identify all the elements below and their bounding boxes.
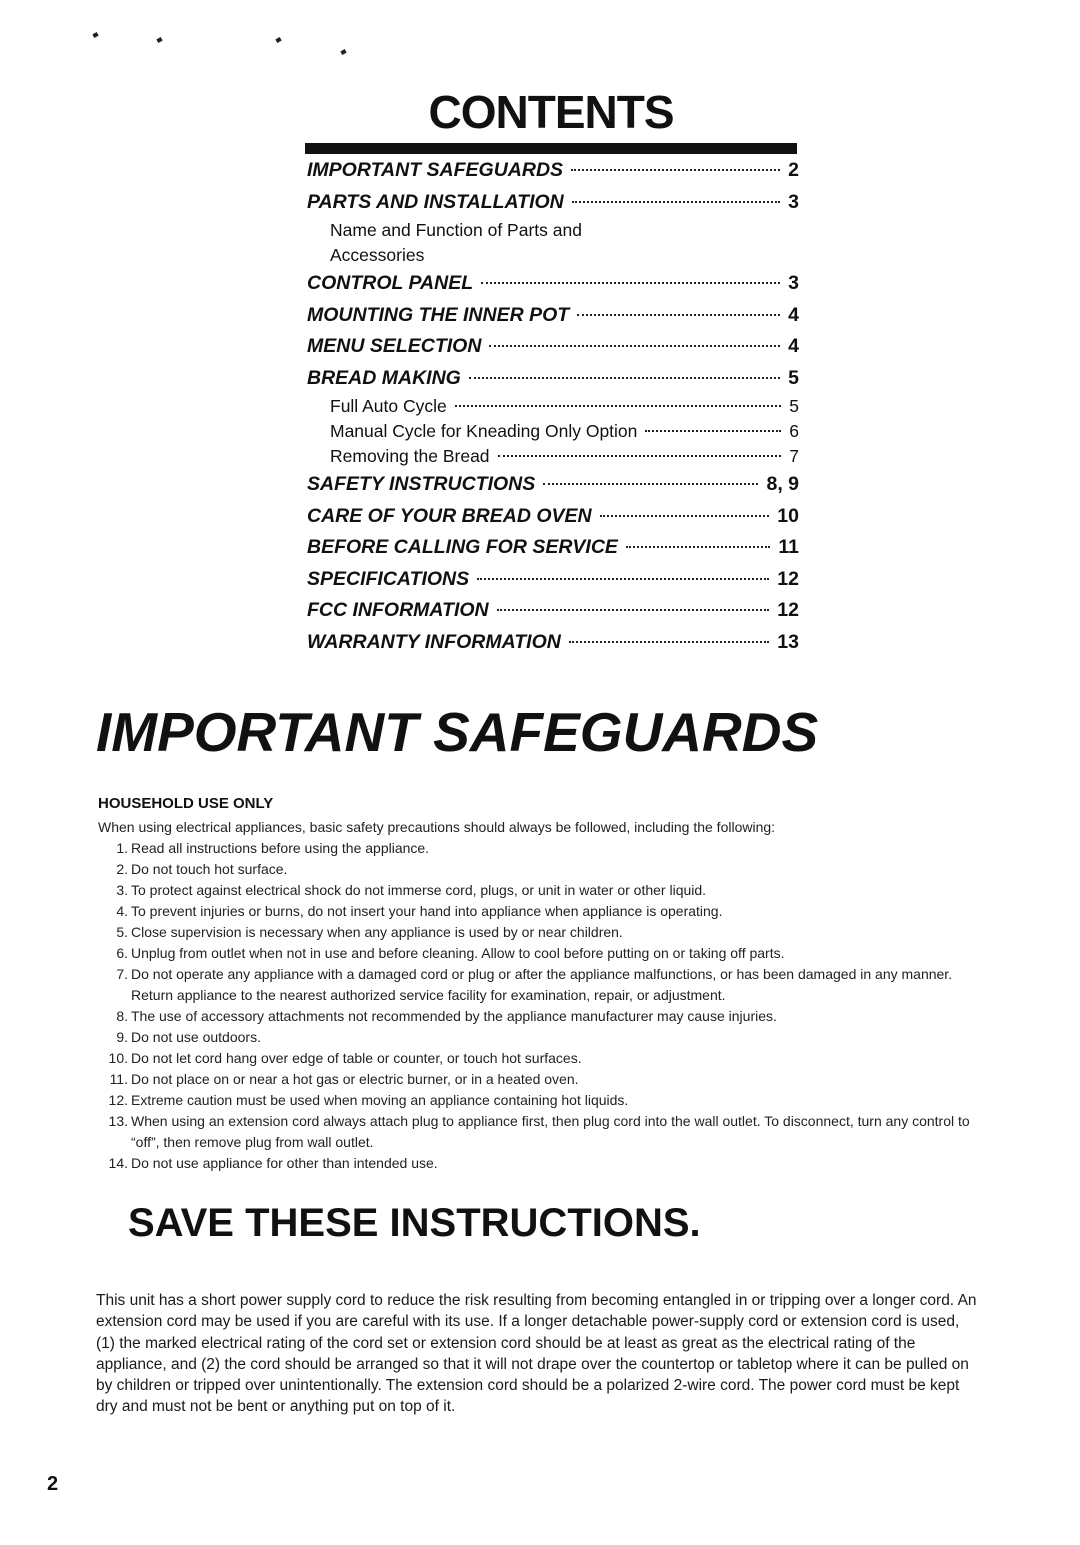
toc-entry-label: IMPORTANT SAFEGUARDS: [307, 159, 564, 181]
toc-entry: [307, 394, 799, 419]
safeguard-number: 3.: [116, 882, 128, 898]
toc-entry: [307, 564, 799, 596]
safeguard-item: [98, 838, 978, 859]
safeguard-item: [98, 901, 978, 922]
safeguard-number: 13.: [108, 1113, 128, 1129]
safeguard-number: 2.: [116, 861, 128, 877]
power-cord-paragraph: This unit has a short power supply cord to reduce the risk resulting from becoming entangled in or tripping over a longer cord. An extension cord may be used if you are careful with its use. If a longer detachable power-supply cord or extension cord is used, (1) the marked electrical rating of the cord set or extension cord should be at least as great as the electrical rating of the appliance, and (2) the cord should be arranged so that it will not drape over the countertop or tabletop where it can be pulled on by children or tripped over unintentionally. The extension cord should be a polarized 2-wire cord. The power cord must be kept dry and must not be bent or anything put on top of it.: [96, 1292, 977, 1416]
toc-entry-page: 12: [777, 599, 799, 621]
save-instructions-title: SAVE THESE INSTRUCTIONS.: [128, 1201, 701, 1245]
scan-speck: [340, 49, 346, 55]
toc-entry: [307, 187, 799, 219]
safeguard-item: [98, 1027, 978, 1048]
toc-entry-label: BEFORE CALLING FOR SERVICE: [307, 536, 618, 558]
safeguard-number: 5.: [116, 924, 128, 940]
safeguard-item: [98, 1090, 978, 1111]
toc-dot-leader: [600, 515, 770, 517]
toc-dot-leader: [577, 314, 780, 316]
toc-entry-label: CONTROL PANEL: [307, 272, 474, 294]
scan-speck: [156, 37, 162, 43]
safeguard-number: 4.: [116, 903, 128, 919]
household-use-heading: HOUSEHOLD USE ONLY: [98, 795, 274, 812]
toc-entry-page: 13: [777, 630, 799, 653]
toc-entry: [307, 444, 799, 469]
safeguard-text: Close supervision is necessary when any appliance is used by or near children.: [131, 924, 623, 940]
toc-entry-page: 4: [788, 303, 799, 326]
safeguard-item: [98, 880, 978, 901]
toc-entry: [307, 300, 799, 332]
safeguard-number: 8.: [116, 1008, 128, 1024]
safeguard-item: [98, 1153, 978, 1174]
toc-entry-label: MENU SELECTION: [307, 335, 482, 357]
contents-divider: [305, 143, 797, 154]
toc-entry-page: 10: [777, 504, 799, 527]
safeguard-number: 9.: [116, 1029, 128, 1045]
toc-entry-page: 12: [777, 567, 799, 590]
toc-dot-leader: [645, 430, 781, 432]
toc-entry-label: CARE OF YOUR BREAD OVEN: [307, 504, 592, 527]
safeguard-text: To prevent injuries or burns, do not insert your hand into appliance when appliance is operating.: [131, 903, 723, 919]
toc-entry-label: Name and Function of Parts and: [330, 220, 582, 240]
toc-entry-label: SPECIFICATIONS: [307, 567, 470, 590]
toc-entry: [307, 155, 799, 187]
safeguard-text: Do not use outdoors.: [131, 1029, 261, 1045]
safeguard-item: [98, 1069, 978, 1090]
toc-dot-leader: [626, 546, 770, 548]
toc-entry-label: SAFETY INSTRUCTIONS: [307, 473, 536, 495]
toc-dot-leader: [571, 169, 780, 171]
page-number: 2: [47, 1473, 59, 1495]
toc-dot-leader: [497, 609, 770, 611]
toc-dot-leader: [477, 578, 769, 580]
toc-entry-page: 3: [788, 190, 799, 213]
safeguard-item: [98, 964, 978, 1006]
safeguard-item: [98, 1006, 978, 1027]
safeguard-text: The use of accessory attachments not recommended by the appliance manufacturer may cause injuries.: [131, 1008, 777, 1024]
safeguards-intro: When using electrical appliances, basic safety precautions should always be followed, including the following:: [98, 819, 776, 835]
toc-entry: [307, 501, 799, 533]
toc-entry-label: FCC INFORMATION: [307, 599, 489, 621]
toc-entry: [307, 419, 799, 444]
toc-entry-label: BREAD MAKING: [307, 366, 461, 389]
safeguard-number: 12.: [108, 1092, 128, 1108]
toc-dot-leader: [455, 405, 782, 407]
toc-entry: [307, 363, 799, 395]
toc-entry-page: 8, 9: [766, 473, 799, 495]
toc-entry: [307, 595, 799, 627]
toc-dot-leader: [481, 282, 780, 284]
safeguard-text: Do not use appliance for other than intended use.: [131, 1155, 438, 1171]
safeguard-list: [98, 838, 978, 1174]
safeguard-text: Read all instructions before using the appliance.: [131, 840, 430, 856]
safeguard-item: [98, 922, 978, 943]
scan-speck: [92, 32, 98, 38]
safeguard-text: Do not let cord hang over edge of table or counter, or touch hot surfaces.: [131, 1050, 582, 1066]
toc-entry: [307, 627, 799, 659]
toc-dot-leader: [572, 201, 780, 203]
toc-dot-leader: [543, 483, 758, 485]
contents-title: CONTENTS: [428, 86, 674, 138]
safeguard-text: Extreme caution must be used when moving an appliance containing hot liquids.: [131, 1092, 629, 1108]
toc-entry: [307, 218, 799, 243]
toc-entry-page: 3: [788, 272, 799, 294]
toc-entry-label: Removing the Bread: [330, 446, 490, 466]
toc-entry-page: 2: [788, 159, 799, 181]
toc-dot-leader: [469, 377, 780, 379]
toc-entry-page: 5: [789, 396, 799, 416]
safeguard-text: Unplug from outlet when not in use and before cleaning. Allow to cool before putting on or taking off parts.: [131, 945, 785, 961]
toc-entry: [307, 532, 799, 564]
table-of-contents: [307, 155, 799, 658]
toc-entry-page: 11: [778, 536, 799, 558]
safeguard-text: To protect against electrical shock do not immerse cord, plugs, or unit in water or other liquid.: [131, 882, 707, 898]
toc-entry: [307, 243, 799, 268]
safeguard-text: Do not touch hot surface.: [131, 861, 288, 877]
toc-entry-label: Full Auto Cycle: [330, 396, 447, 416]
safeguard-text: Do not operate any appliance with a damaged cord or plug or after the appliance malfunctions, or has been damaged in any manner. Return appliance to the nearest authorized service facility for examination, repair, or adjustment.: [131, 966, 953, 1003]
safeguard-item: [98, 859, 978, 880]
toc-entry-label: Accessories: [330, 245, 425, 265]
safeguard-number: 6.: [116, 945, 128, 961]
safeguard-text: When using an extension cord always attach plug to appliance first, then plug cord into the wall outlet. To disconnect, turn any control to “off”, then remove plug from wall outlet.: [131, 1113, 970, 1150]
safeguard-item: [98, 943, 978, 964]
toc-entry-page: 6: [789, 421, 799, 441]
safeguard-number: 7.: [116, 966, 128, 982]
safeguard-text: Do not place on or near a hot gas or electric burner, or in a heated oven.: [131, 1071, 579, 1087]
toc-entry-page: 5: [788, 366, 799, 389]
toc-entry-label: Manual Cycle for Kneading Only Option: [330, 421, 638, 441]
toc-entry: [307, 469, 799, 501]
toc-entry-label: MOUNTING THE INNER POT: [307, 303, 570, 326]
scan-speck: [275, 37, 281, 43]
toc-entry-page: 4: [788, 335, 799, 357]
safeguard-number: 10.: [108, 1050, 128, 1066]
toc-entry: [307, 268, 799, 300]
toc-entry: [307, 331, 799, 363]
safeguards-title: IMPORTANT SAFEGUARDS: [96, 701, 819, 763]
safeguard-item: [98, 1048, 978, 1069]
toc-dot-leader: [489, 345, 780, 347]
toc-entry-label: PARTS AND INSTALLATION: [307, 190, 564, 213]
safeguard-number: 14.: [108, 1155, 128, 1171]
safeguard-number: 1.: [116, 840, 128, 856]
safeguard-number: 11.: [109, 1071, 128, 1087]
toc-dot-leader: [569, 641, 769, 643]
safeguard-item: [98, 1111, 978, 1153]
toc-entry-page: 7: [789, 446, 799, 466]
toc-entry-label: WARRANTY INFORMATION: [307, 630, 561, 653]
toc-dot-leader: [498, 455, 782, 457]
